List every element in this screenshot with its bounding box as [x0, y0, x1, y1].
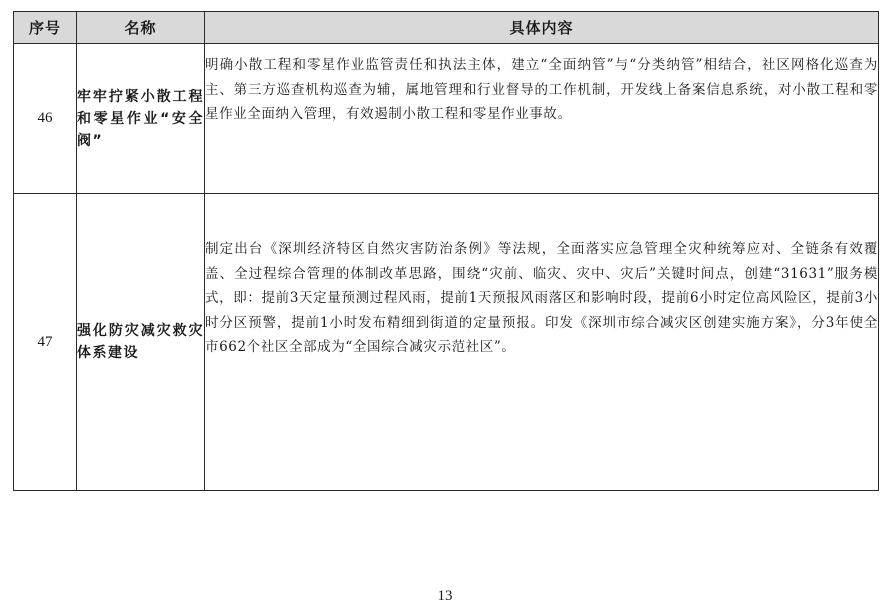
- row-content: 明确小散工程和零星作业监管责任和执法主体，建立“全面纳管”与“分类纳管”相结合，社区网格化巡查为主、第三方巡查机构巡查为辅，属地管理和行业督导的工作机制，开发线上备案信息系统，对小散工程和零星作业全面纳入管理，有效遏制小散工程和零星作业事故。: [205, 44, 879, 194]
- header-name: 名称: [77, 12, 205, 44]
- header-number: 序号: [14, 12, 77, 44]
- row-name: 牢牢拧紧小散工程和零星作业“安全阀”: [77, 44, 205, 194]
- row-number: 46: [14, 44, 77, 194]
- row-number: 47: [14, 194, 77, 491]
- table-row: [14, 194, 879, 491]
- content-table: [13, 11, 879, 491]
- header-content: 具体内容: [205, 12, 879, 44]
- row-content: 制定出台《深圳经济特区自然灾害防治条例》等法规，全面落实应急管理全灾种统筹应对、全链条有效覆盖、全过程综合管理的体制改革思路，围绕“灾前、临灾、灾中、灾后”关键时间点，创建“31631”服务模式，即：提前3天定量预测过程风雨，提前1天预报风雨落区和影响时段，提前6小时定位高风险区，提前3小时分区预警，提前1小时发布精细到街道的定量预报。印发《深圳市综合减灾区创建实施方案》，分3年使全市662个社区全部成为“全国综合减灾示范社区”。: [205, 194, 879, 491]
- table-row: [14, 44, 879, 194]
- page-number: 13: [437, 588, 453, 604]
- row-name: 强化防灾减灾救灾体系建设: [77, 194, 205, 491]
- table-header-row: [14, 12, 879, 44]
